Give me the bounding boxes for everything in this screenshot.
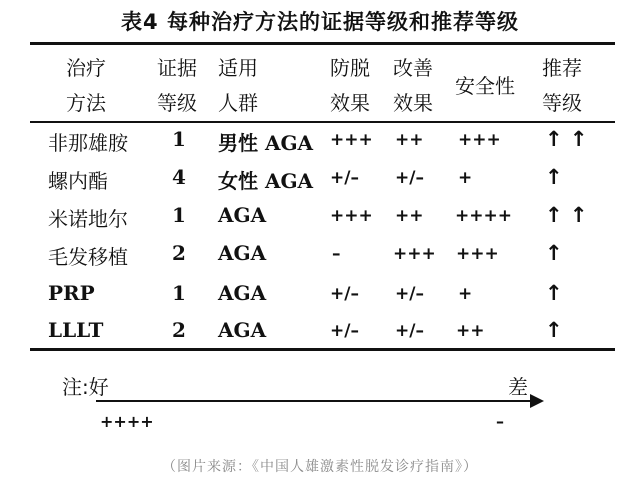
cell-population: AGA bbox=[218, 281, 267, 305]
cell-improvement: +/– bbox=[395, 284, 424, 304]
note-best-symbol: ++++ bbox=[100, 412, 154, 431]
cell-prevention: +/– bbox=[330, 321, 359, 341]
header-prevention-line2: 效果 bbox=[330, 91, 370, 115]
table-title: 表4 每种治疗方法的证据等级和推荐等级 bbox=[121, 10, 519, 34]
cell-improvement: +/– bbox=[395, 321, 424, 341]
cell-recommendation: ↑ bbox=[545, 241, 563, 265]
cell-evidence: 1 bbox=[172, 281, 186, 305]
cell-prevention: +/– bbox=[330, 168, 359, 188]
cell-recommendation: ↑ ↑ bbox=[545, 127, 588, 151]
note-worst-symbol: – bbox=[496, 412, 504, 431]
cell-population: AGA bbox=[218, 241, 267, 265]
note-good-label: 注:好 bbox=[62, 375, 109, 399]
cell-prevention: +++ bbox=[330, 206, 373, 226]
cell-prevention: +/– bbox=[330, 284, 359, 304]
cell-method: 螺内酯 bbox=[48, 169, 108, 193]
header-prevention-line1: 防脱 bbox=[330, 56, 370, 80]
cell-method: 米诺地尔 bbox=[48, 207, 128, 231]
header-method-line2: 方法 bbox=[66, 91, 106, 115]
header-population-line1: 适用 bbox=[218, 56, 258, 80]
cell-improvement: +/– bbox=[395, 168, 424, 188]
cell-safety: + bbox=[458, 284, 473, 304]
scale-arrow-line bbox=[96, 400, 532, 402]
cell-recommendation: ↑ bbox=[545, 165, 563, 189]
cell-population: AGA bbox=[218, 203, 267, 227]
cell-recommendation: ↑ ↑ bbox=[545, 203, 588, 227]
cell-recommendation: ↑ bbox=[545, 281, 563, 305]
cell-method: LLLT bbox=[48, 318, 104, 342]
cell-population: 男性 AGA bbox=[218, 131, 314, 155]
header-divider bbox=[30, 121, 615, 123]
cell-evidence: 2 bbox=[172, 241, 186, 265]
scale-arrow-head-icon bbox=[530, 394, 544, 408]
cell-population: 女性 AGA bbox=[218, 169, 314, 193]
header-evidence-line2: 等级 bbox=[157, 91, 197, 115]
header-population-line2: 人群 bbox=[218, 91, 258, 115]
cell-improvement: ++ bbox=[395, 206, 424, 226]
cell-method: 非那雄胺 bbox=[48, 131, 128, 155]
header-recommendation-line1: 推荐 bbox=[542, 56, 582, 80]
cell-population: AGA bbox=[218, 318, 267, 342]
header-improvement-line1: 改善 bbox=[393, 56, 433, 80]
cell-method: PRP bbox=[48, 281, 95, 305]
cell-evidence: 1 bbox=[172, 127, 186, 151]
header-recommendation-line2: 等级 bbox=[542, 91, 582, 115]
cell-safety: + bbox=[458, 168, 473, 188]
header-improvement-line2: 效果 bbox=[393, 91, 433, 115]
cell-evidence: 4 bbox=[172, 165, 186, 189]
cell-method: 毛发移植 bbox=[48, 245, 128, 269]
cell-safety: ++ bbox=[456, 321, 485, 341]
cell-safety: +++ bbox=[458, 130, 501, 150]
header-safety: 安全性 bbox=[455, 74, 515, 98]
cell-improvement: ++ bbox=[395, 130, 424, 150]
bottom-rule bbox=[30, 348, 615, 351]
cell-evidence: 1 bbox=[172, 203, 186, 227]
top-rule bbox=[30, 42, 615, 45]
cell-prevention: +++ bbox=[330, 130, 373, 150]
header-method-line1: 治疗 bbox=[66, 56, 106, 80]
cell-recommendation: ↑ bbox=[545, 318, 563, 342]
cell-safety: +++ bbox=[456, 244, 499, 264]
image-source-caption: （图片来源：《中国人雄激素性脱发诊疗指南》） bbox=[162, 459, 478, 475]
cell-safety: ++++ bbox=[455, 206, 512, 226]
cell-improvement: +++ bbox=[393, 244, 436, 264]
cell-prevention: – bbox=[332, 244, 341, 264]
header-evidence-line1: 证据 bbox=[157, 56, 197, 80]
note-bad-label: 差 bbox=[508, 375, 528, 399]
cell-evidence: 2 bbox=[172, 318, 186, 342]
